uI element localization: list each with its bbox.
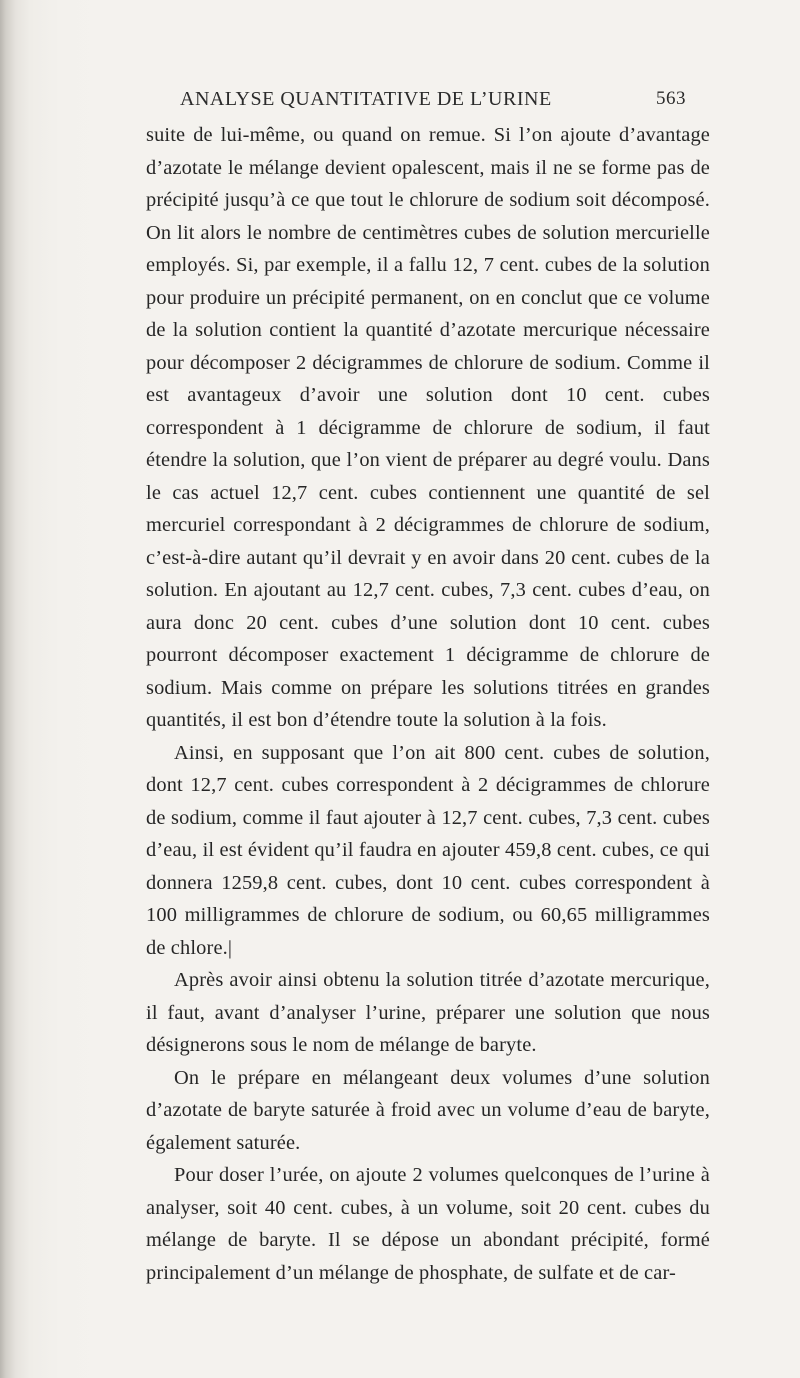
paragraph: Pour doser l’urée, on ajoute 2 volumes quelconques de l’urine à analyser, soit 40 cent. cubes, à un volume, soit 20 cent. cubes du mélange de baryte. Il se dépose un abondant précipité, formé principalement d’un mélange de phosphate, de sulfate et de car- — [146, 1164, 710, 1284]
paragraph: suite de lui-même, ou quand on remue. Si l’on ajoute d’avantage d’azotate le mélange devient opalescent, mais il ne se forme pas de précipité jusqu’à ce que tout le chlorure de sodium soit décomposé. On lit alors le nombre de centimètres cubes de solution mercurielle employés. Si, par exemple, il a fallu 12, 7 cent. cubes de la solution pour produire un précipité permanent, on en conclut que ce volume de la solution contient la quantité d’azotate mercurique nécessaire pour décomposer 2 décigrammes de chlorure de sodium. Comme il est avantageux d’avoir une solution dont 10 cent. cubes correspondent à 1 décigramme de chlorure de sodium, il faut étendre la solution, que l’on vient de préparer au degré voulu. Dans le cas actuel 12,7 cent. cubes contiennent une quantité de sel mercuriel correspondant à 2 décigrammes de chlorure de sodium, c’est-à-dire autant qu’il devrait y en avoir dans 20 cent. cubes de la solution. En ajoutant au 12,7 cent. cubes, 7,3 cent. cubes d’eau, on aura donc 20 cent. cubes d’une solution dont 10 cent. cubes pourront décomposer exactement 1 décigramme de chlorure de sodium. Mais comme on prépare les solutions titrées en grandes quantités, il est bon d’étendre toute la solution à la fois. — [146, 124, 710, 731]
paragraph: On le prépare en mélangeant deux volumes d’une solution d’azotate de baryte saturée à froid avec un volume d’eau de baryte, également saturée. — [146, 1066, 710, 1154]
page-number: 563 — [656, 88, 686, 109]
running-title: ANALYSE QUANTITATIVE DE L’URINE — [180, 88, 552, 110]
running-header — [160, 88, 700, 116]
paragraph: Après avoir ainsi obtenu la solution titrée d’azotate mercurique, il faut, avant d’analyser l’urine, préparer une solution que nous désignerons sous le nom de mélange de baryte. — [146, 969, 710, 1056]
paragraph: Ainsi, en supposant que l’on ait 800 cent. cubes de solution, dont 12,7 cent. cubes correspondent à 2 décigrammes de chlorure de sodium, comme il faut ajouter à 12,7 cent. cubes, 7,3 cent. cubes d’eau, il est évident qu’il faudra en ajouter 459,8 cent. cubes, ce qui donnera 1259,8 cent. cubes, dont 10 cent. cubes correspondent à 100 milligrammes de chlorure de sodium, ou 60,65 milligrammes de chlore.| — [146, 741, 710, 959]
text-body — [146, 119, 710, 1289]
